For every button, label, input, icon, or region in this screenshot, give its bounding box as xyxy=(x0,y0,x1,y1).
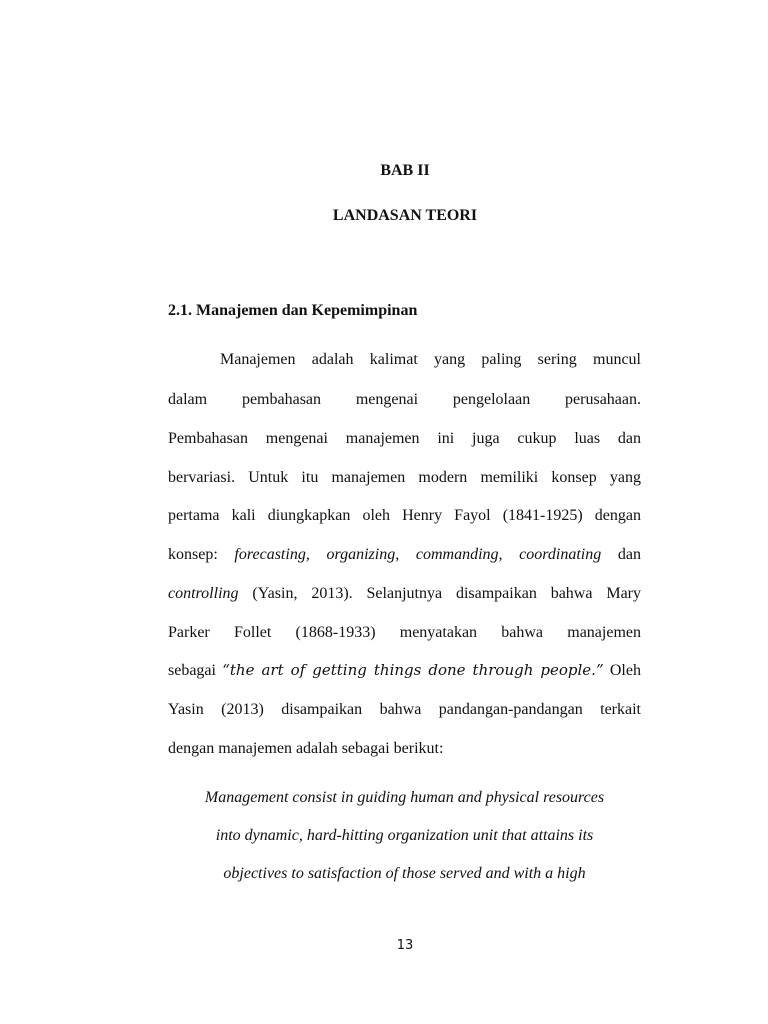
line-text: konsep: xyxy=(168,546,235,563)
italic-terms: forecasting, organizing, commanding, coordinating xyxy=(234,546,602,563)
quoted-phrase: “the art of getting things done through people.” xyxy=(222,661,604,679)
quote-line: Management consist in guiding human and physical resources xyxy=(204,789,605,806)
paragraph-line xyxy=(168,390,641,409)
line-text: dengan manajemen adalah sebagai berikut: xyxy=(168,740,444,757)
quote-line: into dynamic, hard-hitting organization unit that attains its xyxy=(215,827,594,844)
line-text: dan xyxy=(601,546,641,563)
line-text: Oleh xyxy=(603,662,641,679)
line-text: Pembahasan mengenai manajemen ini juga cukup luas dan xyxy=(168,430,641,447)
line-text: Parker Follet (1868-1933) menyatakan bahwa manajemen xyxy=(168,624,641,641)
quote-line: objectives to satisfaction of those served and with a high xyxy=(223,865,586,882)
italic-terms: controlling xyxy=(168,585,239,602)
paragraph-line xyxy=(168,468,641,487)
paragraph-line xyxy=(168,350,641,369)
paragraph-line xyxy=(168,506,641,525)
line-text: sebagai xyxy=(168,662,223,679)
line-text: (Yasin, 2013). Selanjutnya disampaikan bahwa Mary xyxy=(238,585,641,602)
line-text: dalam pembahasan mengenai pengelolaan perusahaan. xyxy=(168,391,641,408)
paragraph-line xyxy=(168,545,641,564)
line-text: bervariasi. Untuk itu manajemen modern memiliki konsep yang xyxy=(168,469,641,486)
section-heading: 2.1. Manajemen dan Kepemimpinan xyxy=(168,302,418,319)
paragraph-line xyxy=(168,739,641,758)
line-text: Manajemen adalah kalimat yang paling sering muncul xyxy=(220,351,641,368)
paragraph-line xyxy=(168,429,641,448)
chapter-number: BAB II xyxy=(380,162,430,179)
paragraph-line xyxy=(168,661,641,680)
chapter-title: LANDASAN TEORI xyxy=(332,207,478,224)
paragraph-line xyxy=(168,584,641,603)
page-number: 13 xyxy=(396,938,414,953)
paragraph-line xyxy=(168,700,641,719)
line-text: pertama kali diungkapkan oleh Henry Fayol (1841-1925) dengan xyxy=(168,507,641,524)
line-text: Yasin (2013) disampaikan bahwa pandangan-pandangan terkait xyxy=(168,701,641,718)
paragraph-line xyxy=(168,623,641,642)
